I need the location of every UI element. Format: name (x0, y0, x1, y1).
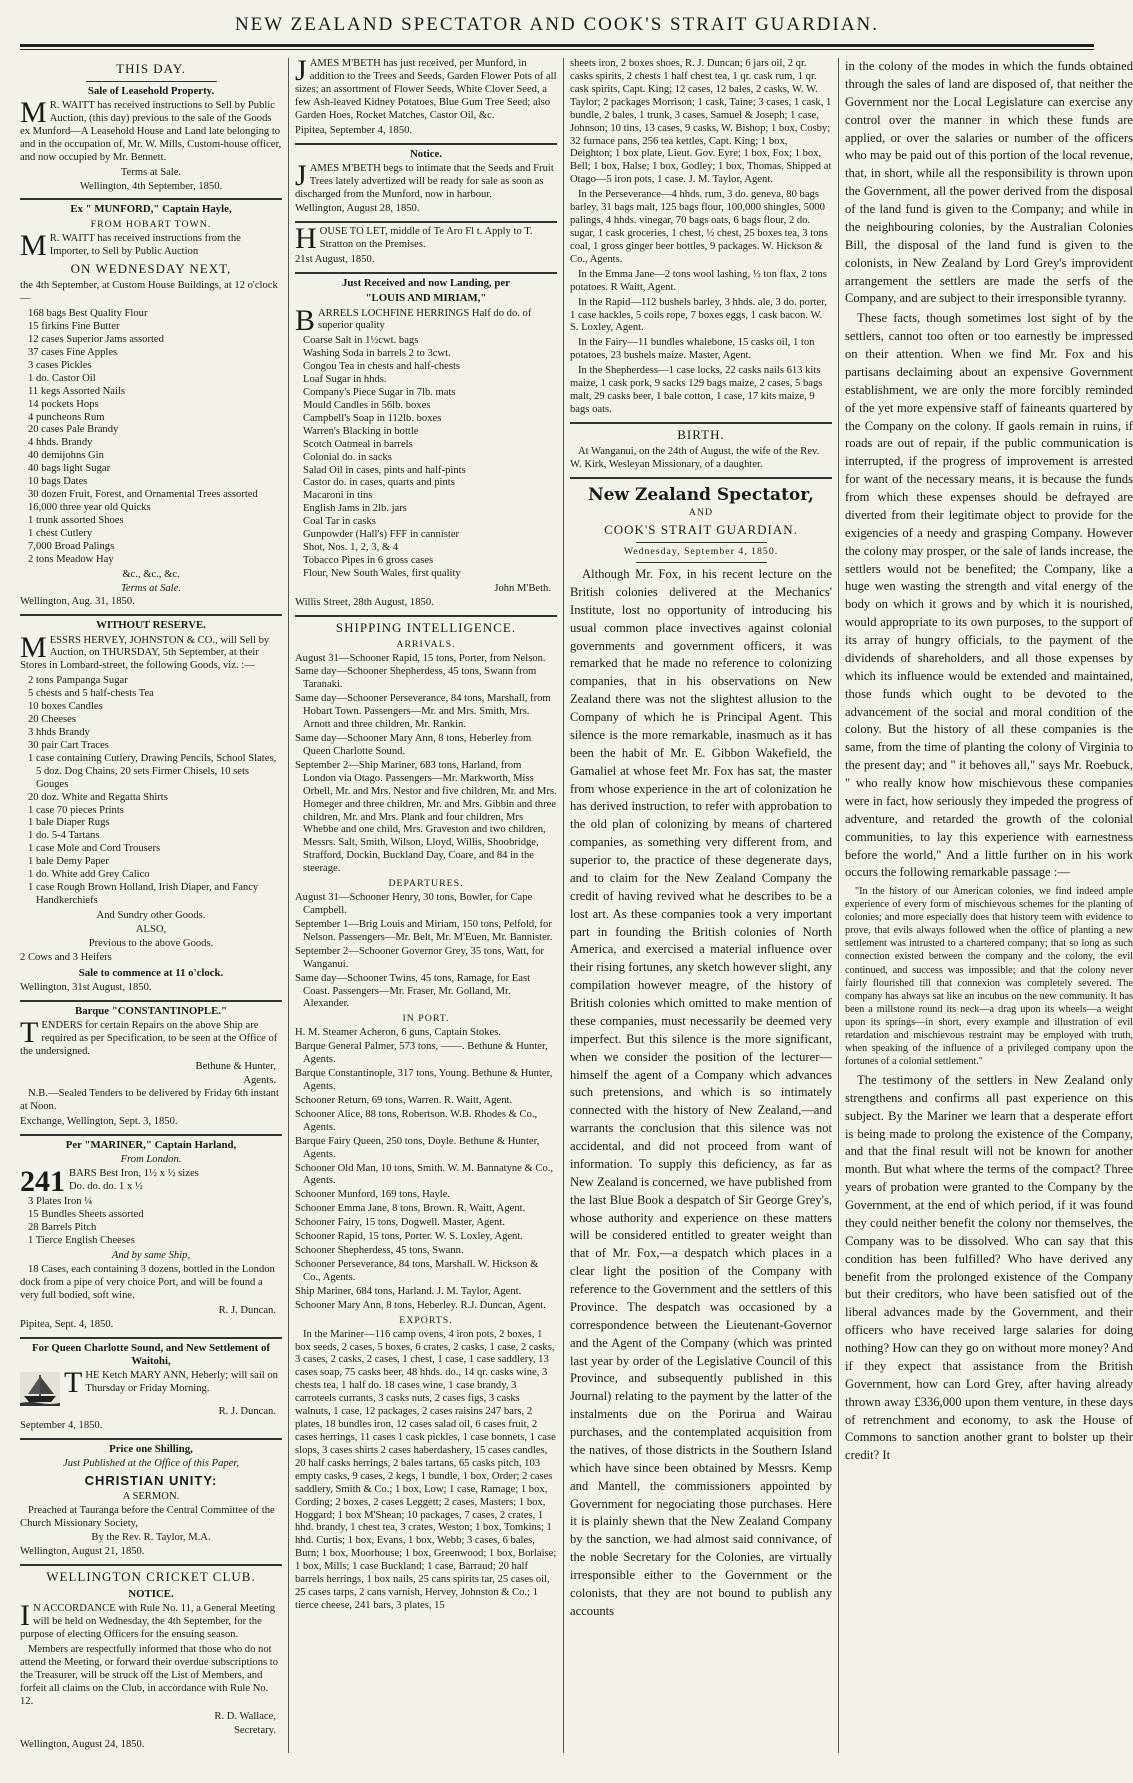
list-item: 37 cases Fine Apples (28, 346, 118, 358)
ship-entry: H. M. Steamer Acheron, 6 guns, Captain Stokes. (295, 1027, 501, 1039)
ad-mbeth-notice (295, 148, 557, 217)
ship-entry: Ship Mariner, 684 tons, Harland. J. M. Taylor, Agent. (295, 1285, 522, 1297)
list-item: 3 Plates Iron ¼ (28, 1196, 93, 1208)
list-item: Shot, Nos. 1, 2, 3, & 4 (303, 542, 399, 554)
list-item: 4 puncheons Rum (28, 411, 105, 423)
ship-entry: September 2—Ship Mariner, 683 tons, Harland, from London via Otago. Passengers—Mr. Markworth, Miss Orbell, Mr. and Mrs. Nestor and five children, Mr. and Mrs. Homeger and three children, Mr. and Mrs. Gibbin and three children, Mr. and Mrs. Plank and four children, Mrs Whebbe and one child, Mrs. Graveston and two children, Messrs. Salt, Smith, Wilson, Lloyd, Willis, Shoobridge, Strafford, Dockin, Buckland Day, Coare, and 84 in the steerage. (295, 759, 557, 875)
ship-entry: Same day—Schooner Mary Ann, 8 tons, Heberley from Queen Charlotte Sound. (295, 733, 532, 757)
drop-cap: M (20, 228, 47, 262)
ship-entry: Schooner Old Man, 10 tons, Smith. W. M. Bannatyne & Co., Agents. (295, 1162, 554, 1187)
drop-cap: J (295, 54, 307, 87)
ad-text: OUSE TO LET, middle of Te Aro Fl t. Apply to T. Stratton on the Premises. (319, 226, 533, 251)
column-4 (845, 58, 1133, 1753)
ship-entry: September 2—Schooner Governor Grey, 35 tons, Watt, for Wanganui. (295, 945, 544, 970)
list-item: 1 case Rough Brown Holland, Irish Diaper, and Fancy Handkerchiefs (28, 882, 259, 906)
ad-origin: From London. (120, 1154, 182, 1166)
ad-date: Wellington, August 21, 1850. (20, 1546, 145, 1558)
article-paragraph: The testimony of the settlers in New Zealand only strengthens and confirms all past experience on this subject. By the Mariner we learn that a desperate effort is being made to prolong the existence of the Company, and that the final result will not be known for another month. But what where the terms of the compact? Three years of probation were granted to the Company by the Government, at the end of which period, if it was found they could neither benefit the colony nor themselves, the Company was to be dissolved. Who can say that this condition has been fulfilled? Who have derived any benefit from the prolonged existence of the Company but their creditors, who have been satisfied out of the liberal advances made by the Government, and their officers who have received large salaries for doing nothing? How can they go on without more money? And if they expect that assistance from the British Government, how can Lord Grey, after having already thrown away £336,000 upon them venture, in these days of retrenchment and economy, to ask the House of Commons to sanction another grant to bolster up their credit? It (845, 1072, 1133, 1463)
list-item: 40 bags light Sugar (28, 463, 111, 475)
ship-entry: September 1—Brig Louis and Miriam, 150 tons, Pelfold, for Nelson. Passengers—Mr. Belt, Mr. M'Euen, Mr. Bannister. (295, 918, 553, 943)
ad-without-reserve (20, 619, 282, 994)
ad-date: 21st August, 1850. (295, 254, 375, 266)
list-item: 1 do. White add Grey Calico (28, 869, 150, 881)
list-item: 1 bale Diaper Rugs (28, 817, 110, 829)
ad-title: WELLINGTON CRICKET CLUB. (46, 1569, 256, 1585)
ship-entry: Barque General Palmer, 573 tons, ——. Bethune & Hunter, Agents. (295, 1041, 548, 1066)
issue-date: Wednesday, September 4, 1850. (623, 546, 779, 558)
ad-text: ARRELS LOCHFINE HERRINGS Half do do. of superior quality (318, 307, 532, 332)
list-item: 4 hhds. Brandy (28, 437, 93, 449)
ad-text: 18 Cases, each containing 3 dozens, bottled in the London dock from a pipe of very choice Port, and will be found a very full bodied, soft wine. (20, 1263, 275, 1301)
ad-big-number: 241 (20, 1165, 65, 1199)
list-item: 168 bags Best Quality Flour (28, 308, 148, 320)
ad-leasehold-sale (20, 85, 282, 194)
divider (20, 614, 282, 616)
ad-terms: Terms at Sale. (121, 582, 181, 594)
goods-list (295, 335, 557, 581)
list-item: Flour, New South Wales, first quality (303, 567, 461, 579)
ad-title: CHRISTIAN UNITY: (84, 1472, 218, 1488)
ad-date: Willis Street, 28th August, 1850. (295, 596, 434, 608)
list-item: 1 bale Demy Paper (28, 856, 109, 868)
list-item: 3 cases Pickles (28, 359, 92, 371)
ad-date: Exchange, Wellington, Sept. 3, 1850. (20, 1116, 178, 1128)
list-item: Gunpowder (Hall's) FFF in cannister (303, 529, 460, 541)
list-item: 1 Tierce English Cheeses (28, 1235, 135, 1247)
ad-text: AMES M'BETH begs to intimate that the Seeds and Fruit Trees lately advertized will be ready for sale as soon as discharged from the Munford, now in harbour. (295, 162, 554, 200)
ad-louis-miriam (295, 277, 557, 610)
list-item: 20 doz. White and Regatta Shirts (28, 791, 168, 803)
divider (20, 198, 282, 200)
list-item: 20 Cheeses (28, 714, 76, 726)
ad-title: Notice. (409, 147, 443, 160)
ad-signature-role: Agents. (243, 1074, 276, 1086)
ad-signature-role: Secretary. (234, 1724, 276, 1736)
drop-cap: I (20, 1599, 30, 1633)
divider (295, 615, 557, 617)
editorial-article (570, 566, 832, 1621)
ad-ship: "LOUIS AND MIRIAM," (365, 292, 487, 305)
section-title: SHIPPING INTELLIGENCE. (335, 619, 517, 635)
article-paragraph: in the colony of the modes in which the funds obtained through the sales of land are disposed of, that neither the Government nor the Local Legislature can exercise any control over the manner in which these funds are applied, or over the salaries or number of the officers who may be paid out of this portion of the local revenue, that, in short, while all the responsibility is thrown upon the Government, all the power derived from the disposal of the land fund is given to the Company; and while in the neighbouring colonies, by the Australian Colonies Bill, the disposal of the land fund is given to the colonists, in New Zealand by Lord Grey's improvident arrangement the settlers are made the serfs of the Company, and are subject to their irresponsible tyranny. (845, 59, 1133, 306)
ad-author: By the Rev. R. Taylor, M.A. (91, 1532, 211, 1544)
ad-title: Just Received and now Landing, per (342, 277, 510, 290)
list-item: Salad Oil in cases, pints and half-pints (303, 464, 466, 476)
divider (636, 542, 767, 543)
list-item: 1 case 70 pieces Prints (28, 804, 124, 816)
list-item: Loaf Sugar in hhds. (303, 374, 387, 386)
list-item: 40 demijohns Gin (28, 450, 104, 462)
article-quote: "In the history of our American colonies, we find indeed ample experience of every form of mischievous schemes for the planting of colonies; and more especially does that history teem with evidence to prove, that evils always followed when the office of planting a new settlement was intrusted to a chartered company; that so long as such connection existed between the company and the colony, the evil continued, and success was impossible; and that the colony never fairly flourished till that connexion was completely severed. The company has always sat like an incubus on the new community. It has been a millstone round its neck—a drag upon its wheels—a weight upon its springs—in short, every example and illustration of evil retardation and mischievous restraint may be employed with truth, when speaking of the influence of a privileged company upon the fortunes of a colonial settlement." (845, 886, 1133, 1067)
ad-previous: Previous to the above Goods. (88, 937, 214, 949)
column-1 (20, 58, 282, 1753)
exports-continued: sheets iron, 2 boxes shoes, R. J. Duncan; 6 jars oil, 2 qr. casks spirits, 2 chests 1 half chest tea, 1 qr. cask rum, 1 qr. cask spirits, Capt. King; 12 cases, 12 bales, 2 casks, W. W. Taylor; 2 packages Morrison; 1 cask, Taine; 3 cases, 1 cask, 1 bundle, 2 bales, 1 trunk, 3 cases, Samuel & Joseph; 1 case, Johnson; 10 tins, 13 cases, 9 casks, W. Bishop; 1 box, Cosby; 32 furnace pans, 256 tea kettles, Capt. King; 1 box, Deighton; 1 box plate, Lieut. Gov. Eyre; 1 box, Fox; 1 box, Bell; 1 box, Halse; 1 box, Godley; 1 box, Thomas. Shipped at Otago—5 iron pots, 1 case. J. M. Taylor, Agent. (570, 58, 832, 186)
divider (295, 221, 557, 223)
list-item: 2 tons Meadow Hay (28, 553, 114, 565)
divider (295, 272, 557, 274)
paper-and: AND (688, 507, 714, 519)
exports-paragraph: In the Perseverance—4 hhds. rum, 3 do. geneva, 80 bags barley, 31 bags malt, 125 bags flour, 100,000 shingles, 5000 palings, 4 hhds. vinegar, 70 bags oats, 6 bags flour, 2 do. sugar, 1 cask groceries, 1 chest, ½ chest, 25 boxes tea, 3 tons coal, 1 gross ginger beer bottles, 9 packages. W. Hickson & Co., Agents. (570, 189, 828, 265)
ad-title: Ex " MUNFORD," Captain Hayle, (70, 203, 232, 216)
list-item: 2 tons Pampanga Sugar (28, 675, 128, 687)
ad-origin: FROM HOBART TOWN. (90, 218, 212, 230)
ship-entry: August 31—Schooner Henry, 30 tons, Bowler, for Cape Campbell. (295, 892, 533, 917)
ship-entry: Same day—Schooner Perseverance, 84 tons, Marshall, from Hobart Town. Passengers—Mr. and Mrs. Smith, Mrs. Arnott and three children, Mr. Rankin. (295, 693, 551, 731)
divider (570, 422, 832, 424)
goods-list (20, 308, 282, 566)
divider (295, 143, 557, 145)
ad-signature: R. D. Wallace, (214, 1710, 276, 1722)
ad-signature: R. J. Duncan. (218, 1304, 276, 1316)
ad-date: Wellington, 31st August, 1850. (20, 981, 152, 993)
ad-terms: Terms at Sale. (120, 166, 182, 178)
drop-cap: J (295, 158, 307, 192)
list-item: 5 chests and 5 half-chests Tea (28, 688, 154, 700)
ad-price: Price one Shilling, (109, 1442, 193, 1455)
list-item: 30 pair Cart Traces (28, 739, 109, 751)
ad-sermon: A SERMON. (122, 1490, 180, 1502)
ad-signature: R. J. Duncan. (218, 1405, 276, 1417)
ship-entry: Same day—Schooner Shepherdess, 45 tons, Swann from Taranaki. (295, 666, 537, 691)
ad-text: R. WAITT has received instructions from the Importer, to Sell by Public Auction (49, 232, 241, 257)
ad-text: Preached at Tauranga before the Central Committee of the Church Missionary Society, (20, 1504, 275, 1529)
ship-entry: Schooner Emma Jane, 8 tons, Brown. R. Waitt, Agent. (295, 1203, 526, 1215)
divider (20, 1337, 282, 1339)
list-item: 3 hhds Brandy (28, 726, 90, 738)
ad-mbeth-seeds (295, 54, 557, 138)
subsection-title: IN PORT. (402, 1013, 450, 1025)
ad-etc: &c., &c., &c. (122, 568, 180, 580)
list-item: Washing Soda in barrels 2 to 3cwt. (303, 348, 451, 360)
list-item: 10 bags Dates (28, 476, 88, 488)
list-item: Campbell's Soap in 112lb. boxes (303, 412, 442, 424)
subsection-title: ARRIVALS. (396, 638, 456, 650)
ad-cricket-club (20, 1569, 282, 1751)
drop-cap: M (20, 96, 47, 130)
ad-date: Wellington, 4th September, 1850. (79, 180, 223, 192)
exports-paragraph: In the Fairy—11 bundles whalebone, 15 casks oil, 1 ton potatoes, 23 bushels maize. Master, Agent. (570, 337, 815, 362)
list-item: Congou Tea in chests and half-chests (303, 361, 461, 373)
ad-line: Do. do. do. 1 x ½ (69, 1181, 143, 1193)
list-item: Castor do. in cases, quarts and pints (303, 477, 455, 489)
ad-text: AMES M'BETH has just received, per Munford, in addition to the Trees and Seeds, Garden Flower Pots of all sizes; an assortment of Flower Seeds, White Clover Seed, a few Ash-leaved Kidney Potatoes, Blue Gum Tree Seed; also Garden Hoes, Rocket Matches, Castor Oil, &c. (295, 58, 557, 121)
list-item: Tobacco Pipes in 6 gross cases (303, 555, 434, 567)
divider (20, 1564, 282, 1566)
paper-title: New Zealand Spectator, (588, 484, 814, 505)
ad-date: Pipitea, Sept. 4, 1850. (20, 1318, 114, 1330)
ad-cows: 2 Cows and 3 Heifers (20, 951, 112, 963)
exports-paragraph: In the Emma Jane—2 tons wool lashing, ½ ton flax, 2 tons potatoes. R Waitt, Agent. (570, 268, 827, 293)
exports-paragraph: In the Shepherdess—1 case locks, 22 casks nails 613 kits maize, 1 cask pork, 9 sacks 129 bags maize, 2 cases, 5 bags malt, 29 casks beer, 1 bale cotton, 1 case, 17 kits maize, 9 bags oats. (570, 365, 823, 415)
list-item: 7,000 Broad Palings (28, 540, 115, 552)
this-day-heading: THIS DAY. (116, 61, 186, 76)
ad-date: Pipitea, September 4, 1850. (295, 124, 413, 136)
exports-paragraph: In the Rapid—112 bushels barley, 3 hhds. ale, 3 do. porter, 1 case hackles, 5 coils rope, 7 boxes eggs, 1 cask bacon. W. S. Loxley, Agent. (570, 296, 827, 334)
column-3 (570, 58, 832, 1753)
ad-published: Just Published at the Office of this Paper, (63, 1457, 239, 1469)
ad-house-to-let (295, 222, 557, 267)
ship-entry: August 31—Schooner Rapid, 15 tons, Porter, from Nelson. (295, 652, 546, 664)
masthead: NEW ZEALAND SPECTATOR AND COOK'S STRAIT GUARDIAN. (234, 14, 880, 35)
shipping-intelligence (295, 620, 557, 1613)
ad-day: ON WEDNESDAY NEXT, (70, 261, 232, 277)
list-item: Coarse Salt in 1½cwt. bags (303, 335, 419, 347)
drop-cap: H (295, 222, 317, 256)
list-item: 11 kegs Assorted Nails (28, 385, 126, 397)
divider (636, 562, 767, 563)
ship-entry: Schooner Return, 69 tons, Warren. R. Waitt, Agent. (295, 1094, 513, 1106)
ad-signature: John M'Beth. (494, 582, 551, 594)
list-item: 12 cases Superior Jams assorted (28, 333, 164, 345)
list-item: 28 Barrels Pitch (28, 1222, 97, 1234)
ad-text: Members are respectfully informed that those who do not attend the Meeting, or forward their overdue subscriptions to the Treasurer, will be struck off the List of Members, and forfeit all claims on the Club, in accordance with Rule No. 12. (20, 1644, 279, 1707)
list-item: 1 do. 5-4 Tartans (28, 830, 100, 842)
ad-queen-charlotte (20, 1342, 282, 1433)
ship-icon (20, 1372, 60, 1406)
list-item: 30 dozen Fruit, Forest, and Ornamental Trees assorted (28, 489, 258, 501)
ad-title: For Queen Charlotte Sound, and New Settlement of Waitohi, (32, 1341, 270, 1367)
ship-entry: Schooner Perseverance, 84 tons, Marshall. W. Hickson & Co., Agents. (295, 1259, 539, 1283)
ship-entry: Schooner Rapid, 15 tons, Porter. W. S. Loxley, Agent. (295, 1231, 523, 1243)
list-item: Mould Candles in 56lb. boxes (303, 399, 431, 411)
ad-christian-unity (20, 1443, 282, 1560)
list-item: Coal Tar in casks (303, 516, 376, 528)
paper-subtitle: COOK'S STRAIT GUARDIAN. (604, 522, 798, 538)
ship-entry: Barque Fairy Queen, 250 tons, Doyle. Bethune & Hunter, Agents. (295, 1135, 540, 1160)
ad-title: WITHOUT RESERVE. (96, 619, 206, 632)
list-item: 10 boxes Candles (28, 701, 103, 713)
list-item: 20 cases Pale Brandy (28, 424, 119, 436)
ad-line: BARS Best Iron, 1½ x ½ sizes (69, 1168, 199, 1180)
ship-entry: Same day—Schooner Twins, 45 tons, Ramage, for East Coast. Passengers—Mr. Fraser, Mr. Golland, Mr. Alexander. (295, 972, 531, 1010)
masthead-rule-thick (20, 44, 1094, 47)
list-item: Company's Piece Sugar in 7lb. mats (303, 387, 456, 399)
ad-title: Sale of Leasehold Property. (87, 84, 215, 97)
subsection-title: DEPARTURES. (388, 878, 464, 890)
ad-date: Wellington, August 24, 1850. (20, 1738, 145, 1750)
divider (570, 477, 832, 479)
list-item: 1 trunk assorted Shoes (28, 514, 124, 526)
subsection-title: EXPORTS. (399, 1314, 453, 1326)
divider (20, 1134, 282, 1136)
ad-mariner-iron (20, 1139, 282, 1331)
list-item: Warren's Blacking in bottle (303, 425, 419, 437)
columns (20, 54, 1133, 1750)
ad-text: N ACCORDANCE with Rule No. 11, a General Meeting will be held on Wednesday, the 4th September, for the purpose of electing Officers for the ensuing season. (20, 1603, 276, 1641)
ad-same-ship: And by same Ship, (111, 1249, 191, 1261)
exports-text: In the Mariner—116 camp ovens, 4 iron pots, 2 boxes, 1 box seeds, 2 cases, 5 boxes, 6 crates, 2 casks, 1 case, 2 casks, 3 cases, 2 casks, 2 cases, 1 chest, 1 case, 1 case saddlery, 13 cases soap, 75 casks beer, 48 hhds. do., 14 qr. casks wine, 3 chests tea, 1 half do. 18 cases wine, 1 case brandy, 3 carroteels currants, 3 casks nuts, 2 cases figs, 3 casks walnuts, 1 case, 12 packages, 2 cases raisins 247 bars, 2 plates, 18 bundles iron, 12 cases salad oil, 6 cases fruit, 2 cases herrings, 11 cases 1 cask pickles, 1 case bonnets, 1 case slops, 3 cases shirts 2 cases haberdashery, 15 cases candles, 20 half casks herrings, 2 bales tartans, 65 casks pitch, 103 empty casks, 9 cases, 2 kegs, 1 bundle, 1 box, Order; 2 cases saddlery, Smith & Co.; 1 box, Low; 1 case, Ramage; 1 box, Cording; 2 boxes, 2 cases Leggett; 2 cases, Masters; 1 box, Hoggard; 1 box M'Shean; 10 packages, 7 cases, 2 crates, 1 hhd. brandy, 1 chest tea, 3 crates, Weston; 1 box, Tomkins; 1 hhd. Curtis; 1 box, Evans, 1 box, Webb; 3 cases, 6 bales, Burn; 1 box, Moorhouse; 1 box, Greenwood; 1 box, Borlaise; 1 box, Mills; 1 case Buckland; 1 case, Barraud; 20 half barrels herrings, 1 box nails, 25 cans spirits tar, 25 cases oil, 25 cases tarps, 2 cans varnish, Hervey, Johnston & Co.; 1 tierce cheese, 241 bars, 3 plates, 15 (295, 1328, 557, 1611)
list-item: English Jams in 2lb. jars (303, 503, 407, 515)
drop-cap: M (20, 630, 47, 664)
ad-text: the 4th September, at Custom House Buildings, at 12 o'clock— (20, 280, 278, 305)
drop-cap: B (295, 303, 316, 337)
ad-signature: Bethune & Hunter, (195, 1060, 276, 1072)
divider (20, 1438, 282, 1440)
ship-entry: Schooner Fairy, 15 tons, Dogwell. Master, Agent. (295, 1217, 505, 1229)
ship-entry: Schooner Shepherdess, 45 tons, Swann. (295, 1245, 464, 1257)
divider (20, 1000, 282, 1002)
ad-date: Wellington, Aug. 31, 1850. (20, 596, 135, 608)
birth-notice: At Wanganui, on the 24th of August, the wife of the Rev. W. Kirk, Wesleyan Missionary, of a daughter. (570, 445, 820, 470)
ship-entry: Schooner Alice, 88 tons, Robertson. W.B. Rhodes & Co., Agents. (295, 1108, 538, 1133)
ad-date: Wellington, August 28, 1850. (295, 203, 420, 215)
list-item: 1 case containing Cutlery, Drawing Pencils, School Slates, 5 doz. Dog Chains, 20 sets Firmer Chisels, 10 sets Gouges (28, 752, 277, 790)
list-item: 1 chest Cutlery (28, 527, 93, 539)
article-paragraph: Although Mr. Fox, in his recent lecture on the British colonies delivered at the Mechanics' Institute, lost no opportunity of introducing his usual common place invectives against colonial governments and government officers, it was remarked that he made no reference to colonizing companies, that in his observations on New Zealand there was not the slightest allusion to the Company of which he is Principal Agent. This silence is the more remarkable, inasmuch as it has been the habit of Mr. E. Gibbon Wakefield, the Gamaliel at whose feet Mr. Fox has sat, the master from whose experience in the art of colonization he has derived instruction, to refer with approbation to the old plan of colonizing by means of chartered companies, as something very different from, and superior to, the practice of these degenerate days, and to claim for the New Zealand Company the credit of having revived what he describes to be a lost art. As these companies took a very important part in founding the British colonies of North America, and exercised a material influence over their rising fortunes, any sketch however slight, any compilation however meagre, of the history of British colonies which omitted to make mention of these companies, must necessarily be deemed very imperfect. But this silence is the more significant, when we consider the position of the lecturer—himself the agent of a Company which advances such pretensions, and which is so intimately connected with the history of New Zealand,—and warrants the conclusion that this silence was not accidental, and did not proceed from want of information. To supply this deficiency, as far as New Zealand is concerned, we have published from the last Blue Book a despatch of Sir George Grey's, whose authority and experience on these matters will be considered entitled to greater weight than that of Mr. Fox,—a despatch which places in a clear light the position of the Company with reference to the Government and the settlers of this Province. The despatch was occasioned by a correspondence between the Lieutenant-Governor and the Agent of the Company (which was printed last year by order of the Legislative Council of this Province, and subsequently published in this Journal) relating to the payment by the latter of the instalments due on the Porirua and Wairau purchases, and the contemplated acquisition from the natives, of those districts in the Southern Island which have since been obtained by Messrs. Kemp and Mantell, the commissioners appointed by Government for negociating those purchases. Here it is plainly shewn that the New Zealand Company by the sanction, we had almost said connivance, of the noble Secretary for the Colonies, are virtually irresponsible either to the Government or the colonists, that they are not bound to publish any accounts (570, 567, 832, 1618)
drop-cap: T (64, 1365, 83, 1399)
list-item: 15 Bundles Sheets assorted (28, 1209, 144, 1221)
list-item: 14 pockets Hops (28, 398, 99, 410)
ad-munford-goods (20, 203, 282, 609)
ad-commence: Sale to commence at 11 o'clock. (78, 966, 224, 979)
ad-text: R. WAITT has received instructions to Sell by Public Auction, (this day) previous to the sale of the Goods ex Munford—A Leasehold House and Land late belonging to and in the occupation of, Mr. W. Mills, Custom-house officer, and now occupied by Mr. Bennett. (20, 100, 282, 163)
ad-text: ENDERS for certain Repairs on the above Ship are required as per Specification, to be seen at the Office of the undersigned. (20, 1019, 278, 1057)
ship-entry: Schooner Mary Ann, 8 tons, Heberley. R.J. Duncan, Agent. (295, 1299, 546, 1311)
ad-date: September 4, 1850. (20, 1419, 103, 1431)
divider (86, 81, 217, 82)
list-item: 15 firkins Fine Butter (28, 321, 120, 333)
article-paragraph: These facts, though sometimes lost sight of by the settlers, cannot too often or too earnestly be impressed on their attention. When we find Mr. Fox and his partisans declaiming about an expensive Government establishment, we are only the more forcibly reminded of the yet more expensive staff of faineants quartered by the Company on the colony. If gaols remain in ruins, if roads are out of repair, if the public communication is interrupted, if the progress of improvement is arrested for want of the necessary means, it is because the funds from which these expenses should be defrayed are diverted from their legitimate object to provide for the exigencies of a needy and grasping Company. However the colony may prosper, or the sale of lands increase, the settlers would not be benefited; the Company, like a huge wen wasting the strength and vital energy of the body on which it grows and by which it is nourished, would appropriate to its own purposes, to the support of its array of hungry officials, to the payment of the dividends of shareholders, and all those expenses by which its influence would be extended and maintained, those funds which ought to be devoted to the advancement of the social and moral condition of the colony. But the history of all these companies is the same, from the time of planting the colony of Virginia to the present day; and " it behoves all," says Mr. Roebuck, " who really know how mischievous these companies were in fact, how seriously they impeded the progress of adventure, and retarded the growth of the colonial communities, to lay this experience with earnestness before the world," And a little further on in his work occurs the following remarkable passage :— (845, 311, 1133, 880)
list-item: Macaroni in tins (303, 490, 373, 502)
ad-also: ALSO, (135, 923, 167, 935)
ad-notice: NOTICE. (128, 1588, 174, 1601)
column-2 (295, 54, 557, 1753)
ad-text: ESSRS HERVEY, JOHNSTON & CO., will Sell by Auction, on THURSDAY, 5th September, at their Stores in Lombard-street, the following Goods, viz. :— (20, 634, 270, 672)
list-item: Scotch Oatmeal in barrels (303, 438, 413, 450)
ad-sundry: And Sundry other Goods. (96, 909, 206, 921)
ad-title: Barque "CONSTANTINOPLE." (75, 1004, 227, 1017)
masthead-rule-thin (20, 49, 1094, 50)
drop-cap: T (20, 1015, 39, 1049)
birth-heading: BIRTH. (677, 426, 725, 442)
list-item: 16,000 three year old Quicks (28, 501, 151, 513)
ad-constantinople (20, 1005, 282, 1130)
ship-entry: Schooner Munford, 169 tons, Hayle. (295, 1189, 451, 1201)
list-item: 1 case Mole and Cord Trousers (28, 843, 161, 855)
ship-entry: Barque Constantinople, 317 tons, Young. Bethune & Hunter, Agents. (295, 1068, 553, 1093)
ad-text: HE Ketch MARY ANN, Heberly; will sail on Thursday or Friday Morning. (85, 1369, 278, 1394)
ad-title: Per "MARINER," Captain Harland, (65, 1139, 237, 1152)
ad-note: N.B.—Sealed Tenders to be delivered by Friday 6th instant at Noon. (20, 1088, 279, 1113)
goods-list (20, 1196, 282, 1248)
list-item: 1 do. Castor Oil (28, 372, 96, 384)
list-item: Colonial do. in sacks (303, 451, 392, 463)
goods-list (20, 675, 282, 908)
